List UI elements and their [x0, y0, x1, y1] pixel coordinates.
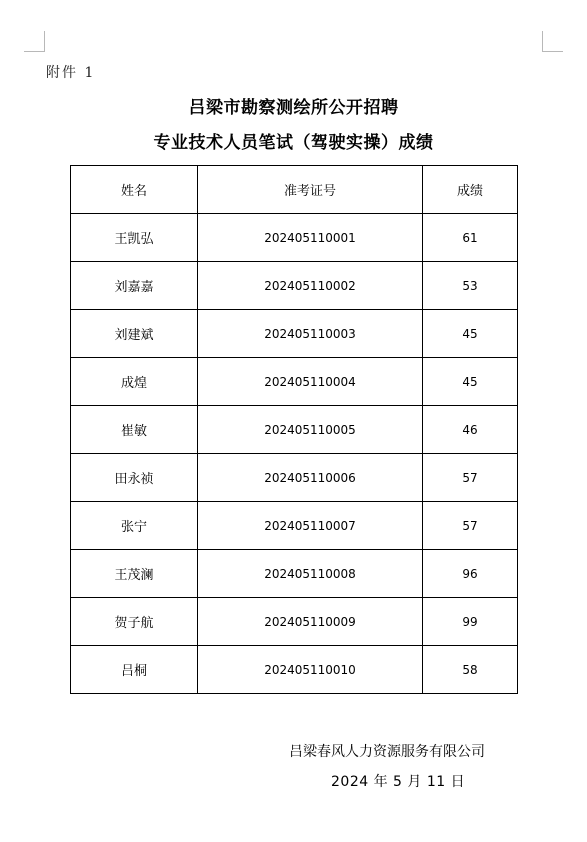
table-header-row — [71, 166, 518, 214]
cell-exam-id: 202405110003 — [198, 310, 423, 358]
cell-exam-id: 202405110002 — [198, 262, 423, 310]
cell-name: 田永祯 — [71, 454, 198, 502]
cell-score: 45 — [423, 358, 518, 406]
cell-score: 45 — [423, 310, 518, 358]
cell-name: 崔敏 — [71, 406, 198, 454]
table-row — [71, 502, 518, 550]
cell-score: 99 — [423, 598, 518, 646]
cell-score: 57 — [423, 454, 518, 502]
cell-name: 王凯弘 — [71, 214, 198, 262]
attachment-label: 附件 1 — [46, 65, 96, 81]
table-row — [71, 310, 518, 358]
header-exam-id: 准考证号 — [198, 166, 423, 214]
cell-score: 53 — [423, 262, 518, 310]
header-name: 姓名 — [71, 166, 198, 214]
table-row — [71, 358, 518, 406]
table-row — [71, 550, 518, 598]
document-title: 吕梁市勘察测绘所公开招聘 — [188, 98, 399, 118]
table-row — [71, 214, 518, 262]
cell-name: 刘嘉嘉 — [71, 262, 198, 310]
page-corner-mark-top-right — [542, 31, 563, 52]
cell-name: 刘建斌 — [71, 310, 198, 358]
cell-exam-id: 202405110004 — [198, 358, 423, 406]
cell-name: 张宁 — [71, 502, 198, 550]
cell-score: 57 — [423, 502, 518, 550]
cell-score: 46 — [423, 406, 518, 454]
cell-exam-id: 202405110001 — [198, 214, 423, 262]
score-table — [70, 165, 518, 694]
cell-name: 吕桐 — [71, 646, 198, 694]
cell-name: 王茂澜 — [71, 550, 198, 598]
table-row — [71, 406, 518, 454]
issue-date: 2024 年 5 月 11 日 — [331, 774, 466, 790]
table-row — [71, 454, 518, 502]
table-row — [71, 598, 518, 646]
cell-score: 61 — [423, 214, 518, 262]
cell-exam-id: 202405110005 — [198, 406, 423, 454]
cell-exam-id: 202405110008 — [198, 550, 423, 598]
cell-exam-id: 202405110007 — [198, 502, 423, 550]
cell-score: 96 — [423, 550, 518, 598]
issuing-organization: 吕梁春风人力资源服务有限公司 — [289, 744, 485, 760]
cell-name: 成煌 — [71, 358, 198, 406]
header-score: 成绩 — [423, 166, 518, 214]
cell-exam-id: 202405110006 — [198, 454, 423, 502]
cell-exam-id: 202405110010 — [198, 646, 423, 694]
page-corner-mark-top-left — [24, 31, 45, 52]
table-row — [71, 262, 518, 310]
cell-name: 贺子航 — [71, 598, 198, 646]
cell-exam-id: 202405110009 — [198, 598, 423, 646]
cell-score: 58 — [423, 646, 518, 694]
document-subtitle: 专业技术人员笔试（驾驶实操）成绩 — [153, 133, 434, 153]
table-row — [71, 646, 518, 694]
